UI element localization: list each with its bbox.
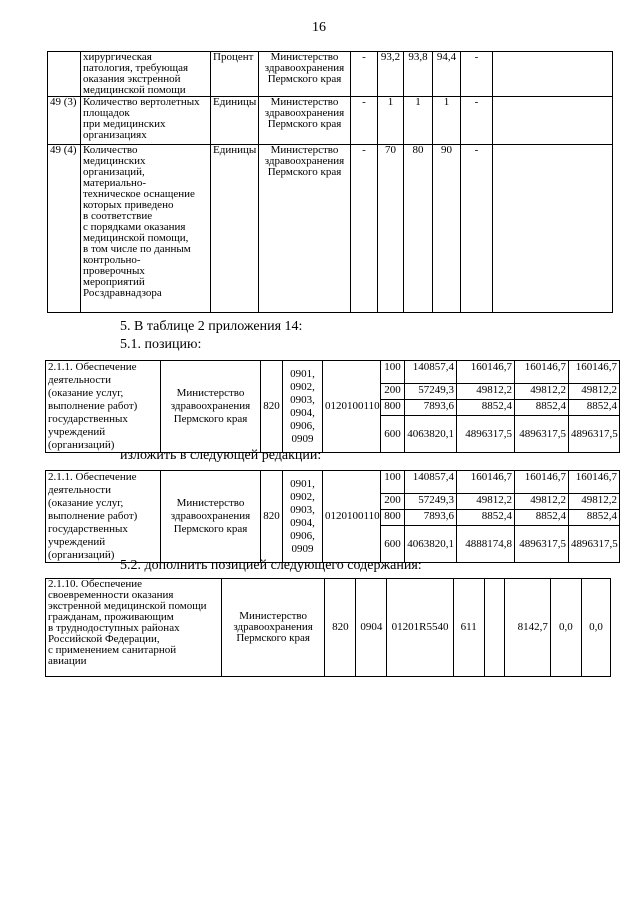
amount: 140857,4 [405, 361, 457, 384]
subsection-heading: изложить в следующей редакции: [120, 448, 322, 463]
grbs-code: 820 [261, 361, 283, 453]
table-row [46, 579, 611, 677]
row-number [48, 52, 81, 97]
table-row [48, 145, 613, 313]
amount: 8852,4 [515, 400, 569, 416]
value-3: 80 [404, 145, 433, 313]
amount: 4896317,5 [515, 526, 569, 563]
target-article: 01201R5540 [387, 579, 453, 677]
unit: Единицы [211, 97, 259, 145]
amount: 0,0 [550, 579, 581, 677]
indicators-table [47, 51, 613, 313]
amount: 8852,4 [457, 400, 515, 416]
amount: 57249,3 [405, 384, 457, 400]
page-number: 16 [312, 20, 326, 35]
value-2: 93,2 [378, 52, 404, 97]
amount: 7893,6 [405, 510, 457, 526]
table-row [46, 471, 620, 494]
value-1: - [351, 52, 378, 97]
value-3: 93,8 [404, 52, 433, 97]
amount: 4896317,5 [569, 526, 620, 563]
expense-type: 800 [381, 400, 405, 416]
value-4: 90 [433, 145, 461, 313]
amount: 49812,2 [457, 384, 515, 400]
expense-type: 200 [381, 494, 405, 510]
value-5: - [461, 97, 493, 145]
amount: 8852,4 [515, 510, 569, 526]
amount: 160146,7 [569, 471, 620, 494]
amount: 57249,3 [405, 494, 457, 510]
target-article: 0120100110 [323, 361, 381, 453]
section-codes: 0901, 0902, 0903, 0904, 0906, 0909 [283, 471, 323, 563]
table-row [48, 52, 613, 97]
responsible-org: Министерство здравоохранения Пермского края [161, 361, 261, 453]
responsible-org: Министерство здравоохранения Пермского края [259, 52, 351, 97]
amount: 4896317,5 [569, 416, 620, 453]
expense-type: 600 [381, 416, 405, 453]
value-3: 1 [404, 97, 433, 145]
amount: 160146,7 [515, 471, 569, 494]
amount: 160146,7 [515, 361, 569, 384]
responsible-org: Министерство здравоохранения Пермского края [221, 579, 324, 677]
unit: Единицы [211, 145, 259, 313]
target-article: 0120100110 [323, 471, 381, 563]
event-name: 2.1.1. Обеспечение деятельности (оказание услуг, выполнение работ) государственных учреждений (организаций) [46, 361, 161, 453]
amount: 49812,2 [569, 384, 620, 400]
subsection-heading: 5.2. дополнить позицией следующего содержания: [120, 558, 422, 573]
section-codes: 0904 [356, 579, 387, 677]
amount: 4888174,8 [457, 526, 515, 563]
expense-type: 611 [453, 579, 484, 677]
responsible-org: Министерство здравоохранения Пермского края [259, 97, 351, 145]
event-name: 2.1.10. Обеспечение своевременности оказания экстренной медицинской помощи гражданам, проживающим в труднодоступных районах Российской Федерации, с применением санитарной авиации [46, 579, 222, 677]
row-number: 49 (3) [48, 97, 81, 145]
amount: 49812,2 [569, 494, 620, 510]
value-2: 1 [378, 97, 404, 145]
expense-type: 800 [381, 510, 405, 526]
indicator-name: Количество вертолетных площадок при медицинских организациях [81, 97, 211, 145]
value-1: - [351, 97, 378, 145]
amount: 140857,4 [405, 471, 457, 494]
grbs-code: 820 [325, 579, 356, 677]
value-4: 94,4 [433, 52, 461, 97]
amount: 49812,2 [457, 494, 515, 510]
value-4: 1 [433, 97, 461, 145]
row-number: 49 (4) [48, 145, 81, 313]
amount: 4063820,1 [405, 526, 457, 563]
value-5: - [461, 52, 493, 97]
amount [484, 579, 505, 677]
amount: 8852,4 [457, 510, 515, 526]
amount: 4063820,1 [405, 416, 457, 453]
expense-type: 600 [381, 526, 405, 563]
subsection-heading: 5.1. позицию: [120, 337, 202, 352]
event-name: 2.1.1. Обеспечение деятельности (оказание услуг, выполнение работ) государственных учреждений (организаций) [46, 471, 161, 563]
amount: 4896317,5 [457, 416, 515, 453]
indicator-name: Количество медицинских организаций, материально- техническое оснащение которых приведено в соответствие с порядками оказания медицинской помощи, в том числе по данным контрольно- проверочных мероприятий Росздравнадзора [81, 145, 211, 313]
amount: 160146,7 [569, 361, 620, 384]
amount: 49812,2 [515, 494, 569, 510]
amount: 0,0 [581, 579, 610, 677]
amount: 160146,7 [457, 471, 515, 494]
position-table-new [45, 470, 620, 563]
indicator-name: хирургическая патология, требующая оказания экстренной медицинской помощи [81, 52, 211, 97]
responsible-org: Министерство здравоохранения Пермского края [259, 145, 351, 313]
responsible-org: Министерство здравоохранения Пермского края [161, 471, 261, 563]
expense-type: 100 [381, 471, 405, 494]
expense-type: 200 [381, 384, 405, 400]
position-table-current [45, 360, 620, 453]
position-table-added [45, 578, 611, 677]
amount: 8852,4 [569, 510, 620, 526]
unit: Процент [211, 52, 259, 97]
amount: 160146,7 [457, 361, 515, 384]
grbs-code: 820 [261, 471, 283, 563]
value-2: 70 [378, 145, 404, 313]
amount: 8142,7 [505, 579, 551, 677]
value-1: - [351, 145, 378, 313]
section-codes: 0901, 0902, 0903, 0904, 0906, 0909 [283, 361, 323, 453]
amount: 7893,6 [405, 400, 457, 416]
value-5: - [461, 145, 493, 313]
table-row [46, 361, 620, 384]
expense-type: 100 [381, 361, 405, 384]
table-row [48, 97, 613, 145]
section-heading: 5. В таблице 2 приложения 14: [120, 319, 303, 334]
amount: 49812,2 [515, 384, 569, 400]
amount: 8852,4 [569, 400, 620, 416]
amount: 4896317,5 [515, 416, 569, 453]
